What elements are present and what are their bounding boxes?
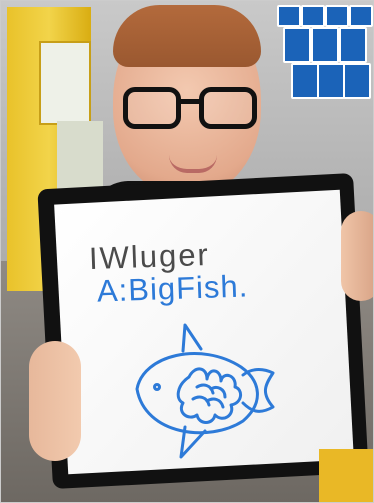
wall-poster [291, 63, 319, 99]
wall-poster [311, 27, 339, 63]
wall-poster [349, 5, 373, 27]
wall-poster [277, 5, 301, 27]
whiteboard-line-1: IWluger [88, 236, 211, 277]
wall-poster [343, 63, 371, 99]
wall-poster [301, 5, 325, 27]
wall-poster [317, 63, 345, 99]
fish-drawing [119, 311, 289, 461]
right-hand [341, 211, 374, 301]
wall-poster [283, 27, 311, 63]
yellow-table [319, 449, 374, 503]
child-hair [113, 5, 261, 67]
wall-poster [339, 27, 367, 63]
whiteboard-line-2: A:BigFish. [96, 268, 249, 309]
glasses [123, 87, 259, 133]
wall-poster [325, 5, 349, 27]
door-window [39, 41, 91, 125]
left-hand [29, 341, 81, 461]
